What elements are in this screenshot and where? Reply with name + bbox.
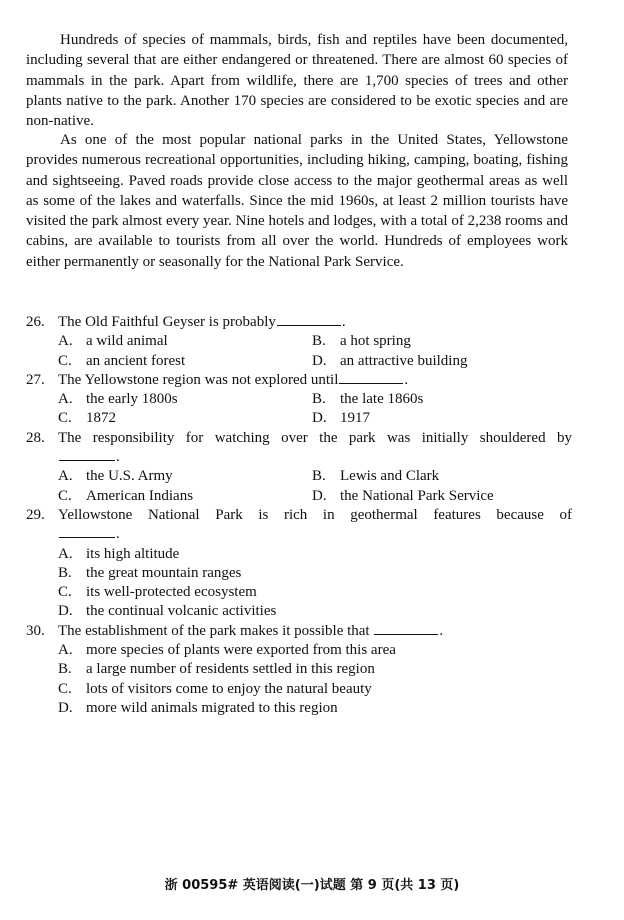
question-list (26, 313, 572, 718)
question-27: 27. The Yellowstone region was not explored until . A. the early 1800s B. the late 1860s C. 1872 D. 1917 (26, 371, 572, 429)
page-footer: 浙 00595# 英语阅读(一)试题 第 9 页(共 13 页) (164, 878, 460, 893)
question-number: 27. (26, 371, 45, 388)
answer-blank (59, 525, 115, 538)
question-number: 26. (26, 314, 45, 330)
question-number: 28. (26, 429, 45, 446)
option-a: A. its high altitude (58, 545, 180, 562)
option-c: C. 1872 (58, 410, 116, 427)
option-b: B. Lewis and Clark (312, 468, 440, 485)
option-b: B. the great mountain ranges (58, 564, 242, 581)
answer-blank (339, 371, 403, 384)
question-29: 29. Yellowstone National Park is rich in geothermal features because of . A. its high altitude B. the great mountain ranges C. its well-protected ecosystem D. the continual volcanic activities (26, 506, 572, 622)
option-d: D. the continual volcanic activities (58, 603, 277, 620)
option-a: A. the early 1800s (58, 391, 178, 408)
option-a: A. the U.S. Army (58, 468, 173, 485)
question-stem: Yellowstone National Park is rich in geothermal features because of (58, 506, 572, 523)
option-b: B. a large number of residents settled in this region (58, 661, 375, 678)
option-d: D. 1917 (312, 410, 370, 427)
option-b: B. a hot spring (312, 333, 411, 350)
option-d: D. an attractive building (312, 352, 468, 369)
question-stem: The Old Faithful Geyser is probably (58, 314, 276, 330)
option-c: C. American Indians (58, 487, 194, 504)
option-c: C. an ancient forest (58, 352, 186, 369)
option-a: A. a wild animal (58, 333, 168, 350)
option-b: B. the late 1860s (312, 391, 424, 408)
passage-paragraph-1: Hundreds of species of mammals, birds, fish and reptiles have been documented, including several that are either endangered or threatened. There are almost 60 species of mammals in the park. Apart from wildlife, there are 1,700 species of trees and other plants native to the park. Another 170 species are considered to be exotic species and are non-native. (26, 32, 568, 130)
answer-blank (59, 448, 115, 461)
question-stem: The establishment of the park makes it possible that (58, 622, 370, 639)
option-d: D. more wild animals migrated to this region (58, 699, 338, 716)
option-c: C. lots of visitors come to enjoy the natural beauty (58, 680, 372, 697)
question-30: 30. The establishment of the park makes it possible that . A. more species of plants were exported from this area B. a large number of residents settled in this region C. lots of visitors come to enjoy the natural beauty D. more wild animals migrated to this region (26, 622, 572, 718)
question-26: 26. The Old Faithful Geyser is probably . A. a wild animal B. a hot spring C. an ancient forest D. an attractive building (26, 313, 572, 371)
question-28: 28. The responsibility for watching over the park was initially shouldered by . A. the U.S. Army B. Lewis and Clark C. American Indians D. the National Park Service (26, 429, 572, 506)
question-stem: The responsibility for watching over the park was initially shouldered by (58, 429, 572, 446)
question-stem: The Yellowstone region was not explored until (58, 371, 339, 388)
question-number: 30. (26, 622, 45, 639)
option-d: D. the National Park Service (312, 487, 494, 504)
option-a: A. more species of plants were exported from this area (58, 642, 396, 659)
answer-blank (277, 313, 341, 326)
answer-blank (374, 622, 438, 635)
question-number: 29. (26, 506, 45, 523)
passage-paragraph-2: As one of the most popular national parks in the United States, Yellowstone provides numerous recreational opportunities, including hiking, camping, boating, fishing and sightseeing. Paved roads provide close access to the major geothermal areas as well as some of the lakes and waterfalls. Since the mid 1960s, at least 2 million tourists have visited the park almost every year. Nine hotels and lodges, with a total of 2,238 rooms and cabins, are available to tourists from all over the world. Hundreds of employees work either permanently or seasonally for the National Park Service. (26, 132, 568, 270)
option-c: C. its well-protected ecosystem (58, 584, 257, 601)
